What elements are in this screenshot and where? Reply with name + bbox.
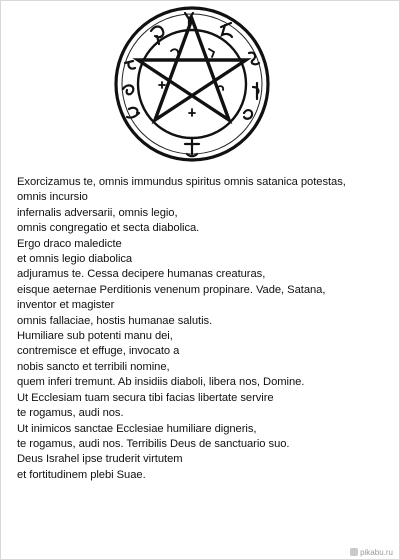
- text-line: quem inferi tremunt. Ab insidiis diaboli, libera nos, Domine.: [17, 376, 305, 389]
- text-line: adjuramus te. Cessa decipere humanas creaturas,: [17, 268, 266, 281]
- inner-mark-2-icon: [209, 49, 214, 57]
- pentagram-seal-image: [99, 5, 285, 163]
- text-line: Deus Israhel ipse truderit virtutem: [17, 453, 183, 466]
- text-line: eisque aeternae Perditionis venenum propinare. Vade, Satana,: [17, 283, 326, 296]
- inner-mark-5-icon: [189, 109, 195, 116]
- inner-mark-1-icon: [171, 49, 178, 53]
- seal-outer-thin-ring: [122, 14, 262, 154]
- sigil-left-middle-icon: [123, 85, 133, 94]
- text-line: nobis sancto et terribili nomine,: [17, 360, 170, 373]
- sigil-left-lower-icon: [127, 108, 139, 118]
- text-line: Humiliare sub potenti manu dei,: [17, 330, 173, 343]
- text-line: omnis incursio: [17, 191, 88, 204]
- watermark: [350, 548, 393, 557]
- text-line: et fortitudinem plebi Suae.: [17, 468, 146, 481]
- text-line: omnis congregatio et secta diabolica.: [17, 222, 200, 235]
- text-line: omnis fallaciae, hostis humanae salutis.: [17, 314, 213, 327]
- sigil-right-lower-icon: [244, 110, 252, 119]
- text-line: et omnis legio diabolica: [17, 253, 133, 266]
- inner-mark-3-icon: [159, 82, 165, 88]
- exorcism-text: [17, 175, 389, 483]
- text-line: Ut Ecclesiam tuam secura tibi facias libertate servire: [17, 391, 274, 404]
- watermark-text: pikabu.ru: [360, 548, 393, 557]
- text-line: contremisce et effuge, invocato a: [17, 345, 180, 358]
- text-line: infernalis adversarii, omnis legio,: [17, 206, 178, 219]
- text-line: Ut inimicos sanctae Ecclesiae humiliare digneris,: [17, 422, 257, 435]
- text-line: te rogamus, audi nos.: [17, 407, 124, 420]
- pikabu-logo-icon: [350, 548, 358, 556]
- sigil-bottom-icon: [185, 138, 199, 156]
- text-line: Exorcizamus te, omnis immundus spiritus omnis satanica potestas,: [17, 176, 346, 188]
- text-line: te rogamus, audi nos. Terribilis Deus de sanctuario suo.: [17, 437, 290, 450]
- text-line: inventor et magister: [17, 299, 115, 312]
- sigil-left-upper-icon: [125, 61, 135, 69]
- sigil-right-middle-icon: [253, 83, 258, 99]
- text-line: Ergo draco maledicte: [17, 237, 122, 250]
